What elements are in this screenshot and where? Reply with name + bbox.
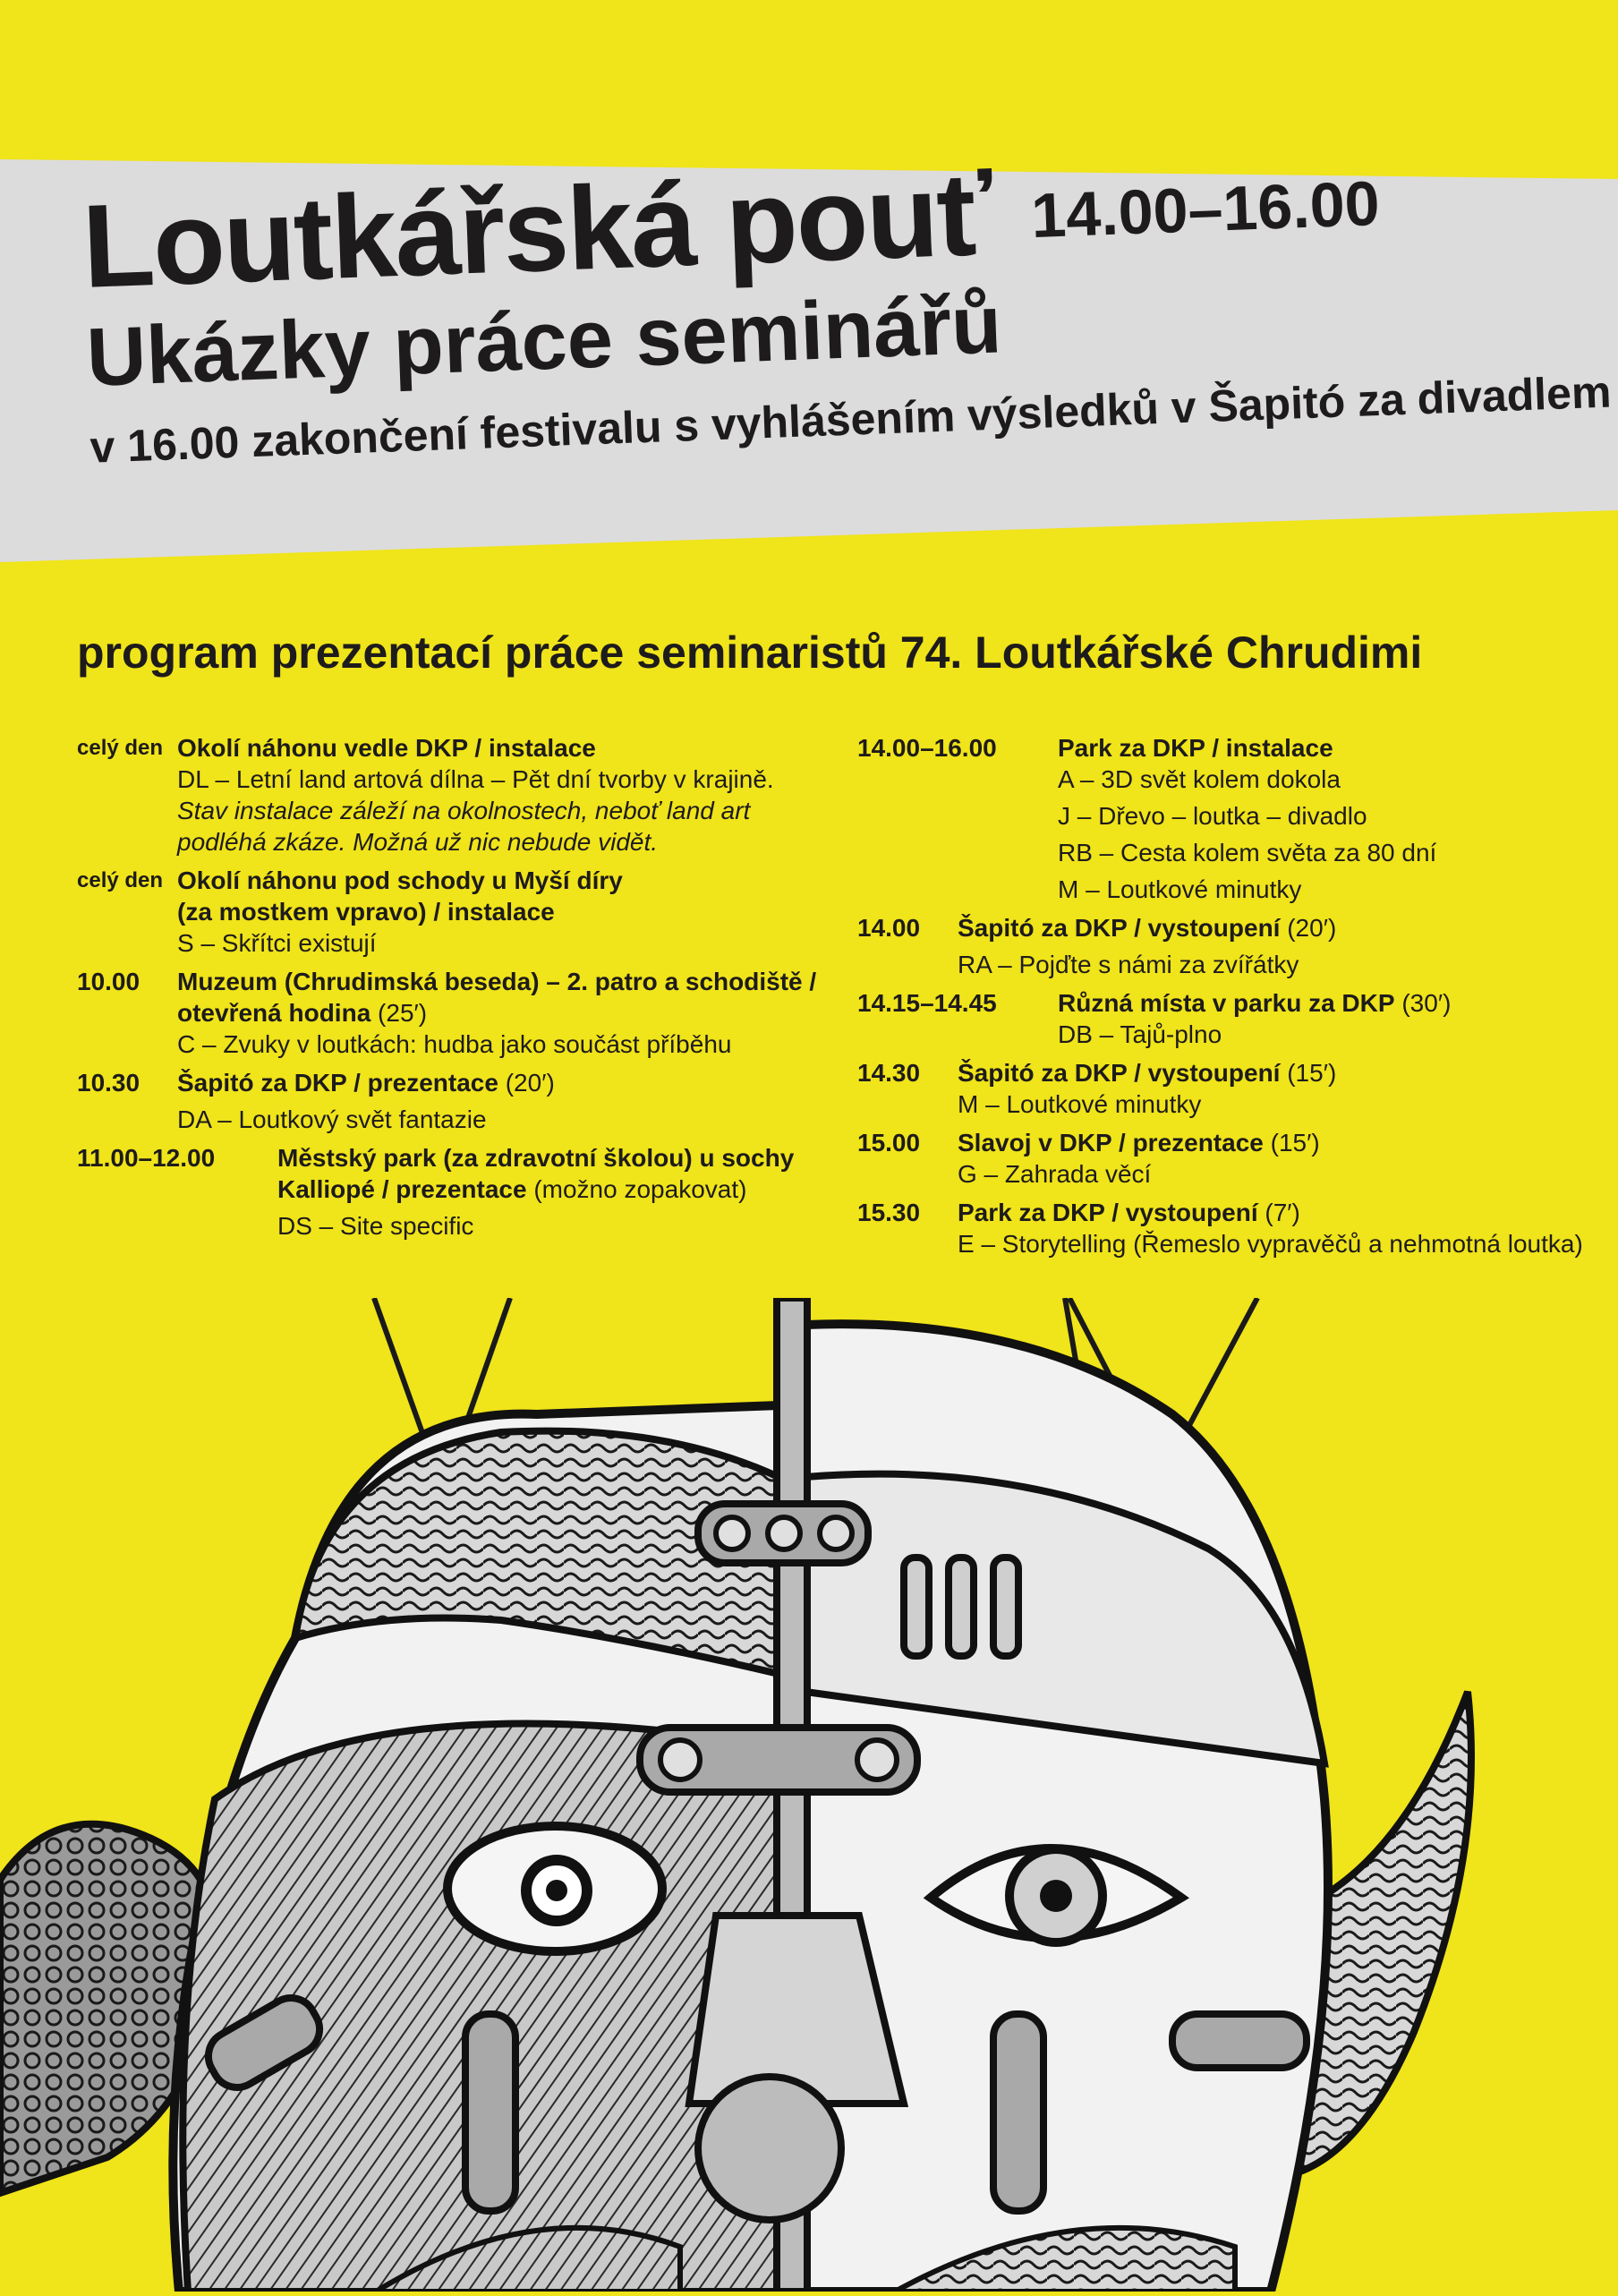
schedule-left — [77, 732, 864, 1249]
entry-place: Šapitó za DKP / vystoupení — [958, 914, 1281, 942]
left-eye — [447, 1826, 662, 1951]
entry-line: DS – Site specific — [277, 1212, 474, 1240]
entry-line: RB – Cesta kolem světa za 80 dní — [1058, 839, 1437, 866]
entry-place: Okolí náhonu vedle DKP / instalace — [177, 734, 596, 762]
entry-duration: (možno zopakovat) — [533, 1175, 747, 1203]
title-block — [81, 132, 1618, 474]
puppet-head-illustration — [0, 1298, 1618, 2292]
entry-time: 14.30 — [857, 1059, 921, 1087]
screw-plate — [698, 1504, 868, 1563]
puppet-drawing — [0, 1298, 1618, 2292]
entry-time: 15.30 — [857, 1199, 921, 1226]
entry-line: M – Loutkové minutky — [958, 1090, 1202, 1118]
list-item — [77, 865, 864, 959]
list-item — [77, 966, 864, 1060]
entry-place-cont: Kalliopé / prezentace — [277, 1175, 527, 1203]
list-item — [857, 1057, 1618, 1120]
event-time: 14.00–16.00 — [1029, 167, 1381, 252]
entry-line: M – Loutkové minutky — [1058, 875, 1302, 903]
schedule-right — [857, 732, 1618, 1267]
entry-duration: (25′) — [378, 999, 428, 1027]
entry-line: A – 3D svět kolem dokola — [1058, 765, 1341, 793]
entry-place: Městský park (za zdravotní školou) u sochy — [277, 1144, 795, 1172]
list-item — [77, 1067, 864, 1135]
entry-duration: (15′) — [1287, 1059, 1337, 1087]
entry-place: Slavoj v DKP / prezentace — [958, 1129, 1264, 1157]
entry-time: 14.00 — [857, 914, 921, 942]
entry-time: 15.00 — [857, 1129, 921, 1157]
entry-place: Různá místa v parku za DKP — [1058, 989, 1395, 1017]
entry-place: Muzeum (Chrudimská beseda) – 2. patro a schodiště / — [177, 968, 817, 995]
entry-line: E – Storytelling (Řemeslo vypravěčů a nehmotná loutka) — [958, 1230, 1583, 1258]
list-item — [77, 732, 864, 858]
entry-place: Okolí náhonu pod schody u Myší díry — [177, 866, 623, 894]
entry-time: 11.00–12.00 — [77, 1144, 216, 1172]
list-item — [857, 1197, 1618, 1259]
list-item — [77, 1142, 864, 1242]
entry-line: C – Zvuky v loutkách: hudba jako součást příběhu — [177, 1030, 732, 1058]
entry-time: 10.30 — [77, 1069, 141, 1097]
entry-place: Park za DKP / instalace — [1058, 734, 1333, 762]
entry-line: RA – Pojďte s námi za zvířátky — [958, 951, 1299, 978]
list-item — [857, 912, 1618, 980]
entry-duration: (20′) — [1287, 914, 1337, 942]
program-heading: program prezentací práce seminaristů 74. Loutkářské Chrudimi — [77, 627, 1423, 678]
entry-time: celý den — [77, 868, 164, 892]
entry-place-cont: (za mostkem vpravo) / instalace — [177, 898, 555, 926]
list-item — [857, 987, 1618, 1050]
entry-duration: (15′) — [1270, 1129, 1320, 1157]
entry-note: podléhá zkáze. Možná už nic nebude vidět. — [177, 828, 659, 856]
entry-time: celý den — [77, 736, 164, 760]
page-title: Loutkářská pouť — [80, 147, 994, 312]
entry-place: Park za DKP / vystoupení — [958, 1199, 1258, 1226]
entry-place: Šapitó za DKP / vystoupení — [958, 1059, 1281, 1087]
entry-note: Stav instalace záleží na okolnostech, neboť land art — [177, 797, 751, 824]
entry-duration: (30′) — [1401, 989, 1452, 1017]
list-item — [857, 732, 1618, 905]
entry-place-cont: otevřená hodina — [177, 999, 371, 1027]
title-banner — [0, 0, 1618, 573]
page-subtitle: Ukázky práce seminářů — [85, 278, 1003, 404]
nose-ball — [698, 2077, 841, 2220]
entry-line: J – Dřevo – loutka – divadlo — [1058, 802, 1367, 830]
entry-duration: (7′) — [1265, 1199, 1300, 1226]
closing-note: v 16.00 zakončení festivalu s vyhlášením výsledků v Šapitó za divadlem — [89, 366, 1613, 473]
entry-line: G – Zahrada věcí — [958, 1160, 1152, 1188]
entry-line: DL – Letní land artová dílna – Pět dní tvorby v krajině. — [177, 765, 774, 793]
entry-line: S – Skřítci existují — [177, 929, 377, 957]
entry-place: Šapitó za DKP / prezentace — [177, 1069, 498, 1097]
entry-time: 10.00 — [77, 968, 141, 995]
entry-time: 14.15–14.45 — [857, 989, 997, 1017]
entry-duration: (20′) — [505, 1069, 555, 1097]
list-item — [857, 1127, 1618, 1190]
entry-time: 14.00–16.00 — [857, 734, 997, 762]
screw-plate — [640, 1728, 917, 1792]
entry-line: DA – Loutkový svět fantazie — [177, 1105, 487, 1133]
entry-line: DB – Tajů-plno — [1058, 1020, 1222, 1048]
